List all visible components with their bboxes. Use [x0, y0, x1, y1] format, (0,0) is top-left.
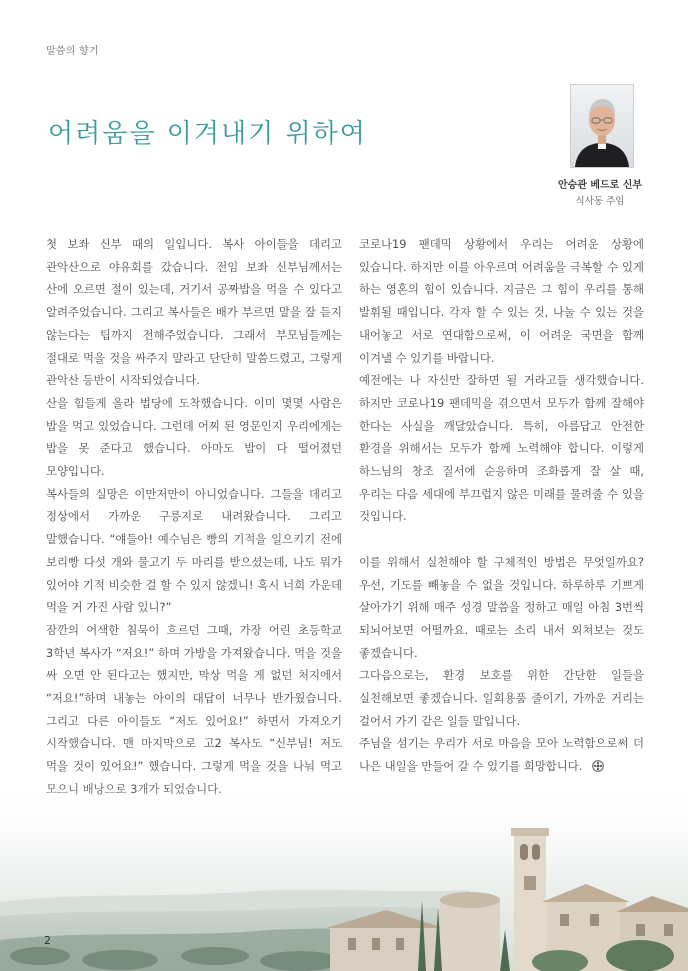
paragraph: 그다음으로는, 환경 보호를 위한 간단한 일들을 실천해보면 좋겠습니다. 일회용품 줄이기, 가까운 거리는 걸어서 가기 같은 일들 말입니다. — [359, 668, 644, 728]
page-number: 2 — [44, 934, 51, 947]
end-mark-icon — [592, 760, 604, 772]
paragraph: 예전에는 나 자신만 잘하면 될 거라고들 생각했습니다. 하지만 코로나19 팬데믹을 겪으면서 모두가 함께 잘해야 한다는 사실을 깨달았습니다. 특히, 아름답고 안전한 환경을 위해서는 모두가 함께 노력해야 합니다. 이렇게 하느님의 창조 질서에 순응하며 조화롭게 잘 살 때, 우리는 다음 세대에 부끄럽지 않은 미래를 물려줄 수 있을 것입니다. — [359, 373, 644, 524]
paragraph: 산을 힘들게 올라 법당에 도착했습니다. 이미 몇몇 사람은 밥을 먹고 있었습니다. 그런데 어찌 된 영문인지 우리에게는 밥을 못 준다고 했습니다. 아마도 밥이 다 떨어졌던 모양입니다. — [46, 395, 342, 479]
paragraph-gap — [359, 528, 644, 551]
landscape-illustration — [0, 780, 688, 971]
paragraph: 복사들의 실망은 이만저만이 아니었습니다. 그들을 데리고 정상에서 가까운 구릉지로 내려왔습니다. 그리고 말했습니다. “얘들아! 예수님은 빵의 기적을 일으키기 전에 보리빵 다섯 개와 물고기 두 마리를 받으셨는데, 나도 뭐가 있어야 기적 비슷한 걸 할 수 있지 않겠니! 혹시 너희 가운데 먹을 거 가진 사람 있니?” — [46, 486, 342, 615]
closing-paragraph — [359, 732, 644, 777]
paragraph: 첫 보좌 신부 때의 일입니다. 복사 아이들을 데리고 관악산으로 야유회를 갔습니다. 전임 보좌 신부님께서는 산에 오르면 절이 있는데, 거기서 공짜밥을 먹을 수 있다고 알려주었습니다. 그리고 복사들은 배가 부르면 말을 잘 듣지 않는다는 팁까지 전해주었습니다. 그래서 부모님들께는 절대로 먹을 것을 싸주지 말라고 단단히 말씀드렸고, 그렇게 관악산 등반이 시작되었습니다. — [46, 237, 342, 388]
paragraph: 이를 위해서 실천해야 할 구체적인 방법은 무엇일까요? 우선, 기도를 빼놓을 수 없을 것입니다. 하루하루 기쁘게 살아가기 위해 매주 성경 말씀을 정하고 매일 아침 3번씩 되뇌어보면 어떨까요. 때로는 소리 내서 외쳐보는 것도 좋겠습니다. — [359, 554, 644, 660]
paragraph: 코로나19 팬데믹 상황에서 우리는 어려운 상황에 있습니다. 하지만 이를 아우르며 어려움을 극복할 수 있게 하는 영혼의 힘이 있습니다. 지금은 그 힘이 우리를 통해 발휘될 때입니다. 각자 할 수 있는 것, 나눌 수 있는 것을 내어놓고 서로 연대함으로써, 이 어려운 국면을 함께 이겨낼 수 있기를 바랍니다. — [359, 237, 644, 365]
article-column-right — [359, 233, 644, 778]
article-column-left — [46, 233, 342, 801]
article-title: 어려움을 이겨내기 위하여 — [48, 119, 367, 149]
author-portrait — [570, 84, 634, 168]
closing-text: 주님을 섬기는 우리가 서로 마음을 모아 노력함으로써 더 나은 내일을 만들어 갈 수 있기를 희망합니다. — [359, 736, 644, 774]
paragraph: 잠깐의 어색한 침묵이 흐르던 그때, 가장 어린 초등학교 3학년 복사가 “저요!” 하며 가방을 가져왔습니다. 먹을 것을 싸 오면 안 된다고는 했지만, 막상 먹을 게 없던 처지에서 “저요!”하며 내놓는 아이의 대답이 너무나 반가웠습니다. 그리고 다른 아이들도 “저도 있어요!” 하면서 가져오기 시작했습니다. 맨 마지막으로 고2 복사도 “신부님! 저도 먹을 것이 있어요!” 했습니다. 그렇게 먹을 것을 나눠 먹고 — [46, 622, 342, 774]
author-byline — [540, 176, 660, 207]
author-name: 안승관 베드로 신부 — [557, 180, 643, 191]
author-role: 식사동 주임 — [575, 196, 625, 207]
section-label: 말씀의 향기 — [46, 46, 99, 57]
